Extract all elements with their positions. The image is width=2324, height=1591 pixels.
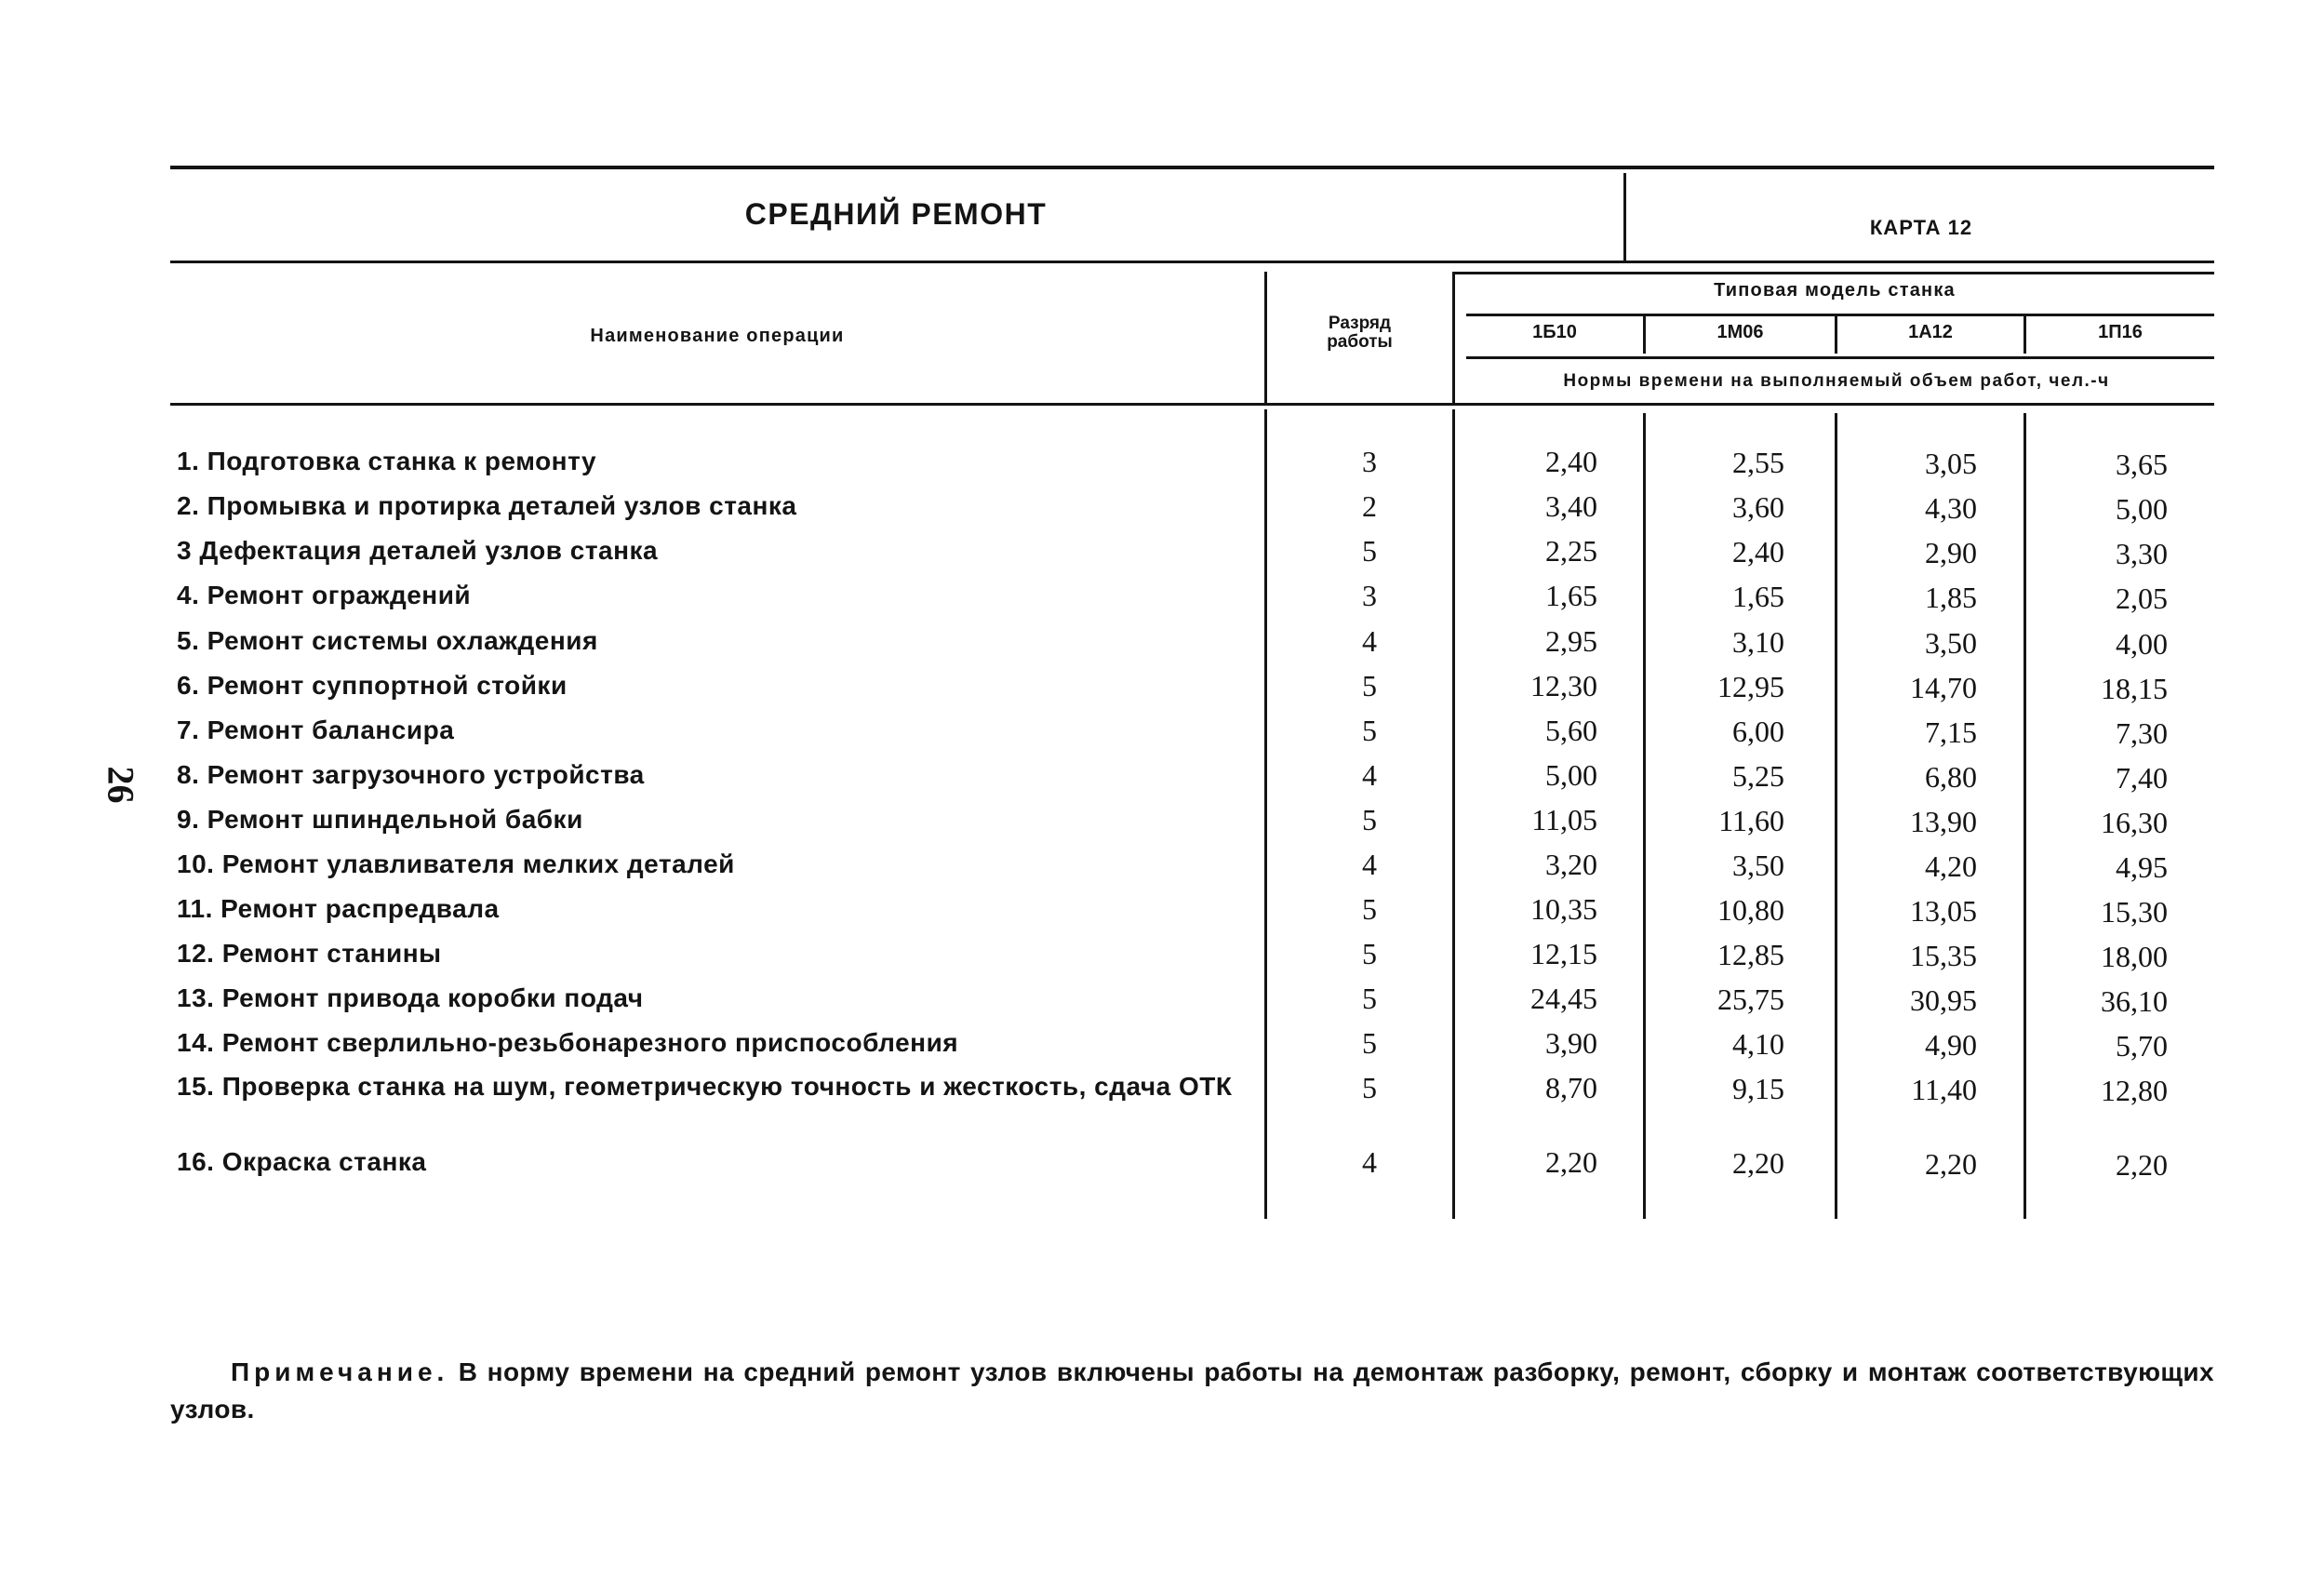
time-norm-value: 7,15: [1925, 715, 1977, 749]
time-norm-value: 2,90: [1925, 536, 1977, 569]
work-grade: 5: [1362, 669, 1377, 702]
time-norm-value: 4,95: [2116, 850, 2168, 884]
time-norm-value: 14,70: [1910, 671, 1977, 704]
time-norm-value: 3,50: [1732, 849, 1784, 882]
time-norm-value: 1,85: [1925, 581, 1977, 614]
time-norm-value: 5,00: [1545, 758, 1597, 792]
work-grade: 5: [1362, 982, 1377, 1015]
title-divider: [1623, 173, 1626, 262]
work-grade: 4: [1362, 1145, 1377, 1179]
time-norm-value: 6,80: [1925, 760, 1977, 794]
operation-name: 3 Дефектация деталей узлов станка: [177, 536, 659, 565]
page-title: СРЕДНИЙ РЕМОНТ: [744, 197, 1048, 231]
time-norm-value: 12,80: [2101, 1074, 2168, 1107]
operation-name: 2. Промывка и протирка деталей узлов станка: [177, 491, 797, 520]
time-norm-value: 1,65: [1732, 580, 1784, 613]
time-norm-value: 2,20: [1925, 1147, 1977, 1181]
time-norm-value: 3,30: [2116, 537, 2168, 570]
time-norm-value: 13,05: [1910, 894, 1977, 928]
model-header-4: 1П16: [2098, 322, 2143, 342]
time-norm-value: 5,60: [1545, 714, 1597, 747]
time-norm-value: 3,90: [1545, 1026, 1597, 1060]
operation-column-header: Наименование операции: [590, 326, 845, 346]
time-norm-value: 3,40: [1545, 489, 1597, 523]
time-norm-value: 15,30: [2101, 895, 2168, 929]
time-norm-value: 11,60: [1718, 804, 1784, 837]
time-norm-value: 3,65: [2116, 448, 2168, 481]
time-norm-value: 10,80: [1717, 893, 1784, 927]
time-norm-value: 3,50: [1925, 626, 1977, 660]
model-group-rule: [1466, 314, 2214, 316]
body-divider-model-1: [1452, 409, 1455, 1219]
time-norm-value: 15,35: [1910, 939, 1977, 972]
time-norm-value: 6,00: [1732, 715, 1784, 748]
model-header-1: 1Б10: [1532, 322, 1577, 342]
time-norm-value: 2,05: [2116, 582, 2168, 615]
work-grade: 2: [1362, 489, 1377, 523]
operation-name: 6. Ремонт суппортной стойки: [177, 671, 568, 700]
time-norm-value: 3,05: [1925, 447, 1977, 480]
footnote-text: В норму времени на средний ремонт узлов включены работы на демонтаж разборку, ремонт, сборку и монтаж соответствующих узлов.: [170, 1357, 2214, 1424]
work-grade: 5: [1362, 892, 1377, 926]
time-norm-value: 1,65: [1545, 579, 1597, 612]
time-norm-value: 2,40: [1732, 535, 1784, 568]
work-grade: 3: [1362, 445, 1377, 478]
operation-name: 7. Ремонт балансира: [177, 715, 455, 744]
time-norm-value: 18,15: [2101, 672, 2168, 705]
time-norm-value: 11,05: [1531, 803, 1597, 836]
footnote-label: Примечание.: [231, 1357, 449, 1386]
time-norm-value: 2,55: [1732, 446, 1784, 479]
time-norm-value: 4,30: [1925, 491, 1977, 525]
time-norm-value: 12,95: [1717, 670, 1784, 703]
time-norm-value: 12,85: [1717, 938, 1784, 971]
work-grade: 4: [1362, 758, 1377, 792]
work-grade: 4: [1362, 624, 1377, 658]
time-norm-value: 2,20: [1732, 1146, 1784, 1180]
operation-name: 10. Ремонт улавливателя мелких деталей: [177, 849, 735, 878]
time-norm-value: 25,75: [1717, 983, 1784, 1016]
work-grade: 5: [1362, 937, 1377, 970]
grade-header-line-2: работы: [1327, 332, 1393, 352]
time-norm-value: 3,10: [1732, 625, 1784, 659]
operation-name: 16. Окраска станка: [177, 1147, 427, 1176]
work-grade: 5: [1362, 1071, 1377, 1104]
operation-name: 13. Ремонт привода коробки подач: [177, 983, 644, 1012]
time-norm-value: 10,35: [1530, 892, 1597, 926]
model-group-header: Типовая модель станка: [1714, 280, 1956, 301]
card-label: КАРТА 12: [1869, 216, 1973, 239]
model-header-2: 1М06: [1716, 322, 1764, 342]
time-norm-value: 2,40: [1545, 445, 1597, 478]
operation-name: 12. Ремонт станины: [177, 939, 442, 968]
work-grade: 5: [1362, 534, 1377, 568]
operation-name: 15. Проверка станка на шум, геометрическую точность и жесткость, сдача ОТК: [177, 1072, 1233, 1101]
time-norm-value: 9,15: [1732, 1072, 1784, 1105]
time-norm-value: 16,30: [2101, 806, 2168, 839]
header-rule-top: [1452, 272, 2214, 274]
grade-header-line-1: Разряд: [1328, 314, 1392, 333]
work-grade: 4: [1362, 848, 1377, 881]
time-norm-value: 4,20: [1925, 849, 1977, 883]
time-norm-value: 7,40: [2116, 761, 2168, 795]
model-row-rule: [1466, 356, 2214, 359]
time-norm-value: 3,60: [1732, 490, 1784, 524]
work-grade: 3: [1362, 579, 1377, 612]
time-norm-value: 2,95: [1545, 624, 1597, 658]
body-divider-model-4: [2023, 413, 2026, 1219]
work-grade: 5: [1362, 714, 1377, 747]
work-grade: 5: [1362, 1026, 1377, 1060]
time-norm-value: 7,30: [2116, 716, 2168, 750]
time-norm-value: 12,15: [1530, 937, 1597, 970]
time-norm-value: 13,90: [1910, 805, 1977, 838]
time-norm-value: 12,30: [1530, 669, 1597, 702]
footnote: [170, 1354, 2214, 1428]
operation-name: 1. Подготовка станка к ремонту: [177, 447, 597, 475]
body-divider-grade: [1264, 409, 1267, 1219]
time-norm-value: 36,10: [2101, 984, 2168, 1018]
page-number: 26: [100, 766, 142, 804]
time-norm-value: 30,95: [1910, 983, 1977, 1017]
time-norm-value: 18,00: [2101, 940, 2168, 973]
time-norm-value: 2,25: [1545, 534, 1597, 568]
time-norm-value: 5,70: [2116, 1029, 2168, 1063]
time-norm-value: 2,20: [2116, 1148, 2168, 1182]
time-norm-value: 4,00: [2116, 627, 2168, 661]
operation-name: 8. Ремонт загрузочного устройства: [177, 760, 645, 789]
body-divider-model-3: [1835, 413, 1837, 1219]
operation-name: 14. Ремонт сверлильно-резьбонарезного приспособления: [177, 1028, 959, 1057]
time-norm-value: 5,25: [1732, 759, 1784, 793]
time-norm-value: 8,70: [1545, 1071, 1597, 1104]
time-norm-value: 3,20: [1545, 848, 1597, 881]
top-rule: [170, 166, 2214, 169]
work-grade: 5: [1362, 803, 1377, 836]
time-norm-value: 4,90: [1925, 1028, 1977, 1062]
time-norm-value: 24,45: [1530, 982, 1597, 1015]
time-norm-value: 2,20: [1545, 1145, 1597, 1179]
operation-name: 5. Ремонт системы охлаждения: [177, 626, 598, 655]
norms-caption: Нормы времени на выполняемый объем работ, чел.-ч: [1563, 371, 2110, 391]
time-norm-value: 11,40: [1911, 1073, 1977, 1106]
operation-name: 11. Ремонт распредвала: [177, 894, 500, 923]
operation-name: 4. Ремонт ограждений: [177, 581, 472, 609]
time-norm-value: 4,10: [1732, 1027, 1784, 1061]
grade-column-header: [1267, 314, 1452, 352]
operation-name: 9. Ремонт шпиндельной бабки: [177, 805, 583, 834]
header-bottom-rule: [170, 403, 2214, 406]
body-divider-model-2: [1643, 413, 1646, 1219]
title-rule: [170, 261, 2214, 263]
model-header-3: 1А12: [1908, 322, 1953, 342]
time-norm-value: 5,00: [2116, 492, 2168, 526]
